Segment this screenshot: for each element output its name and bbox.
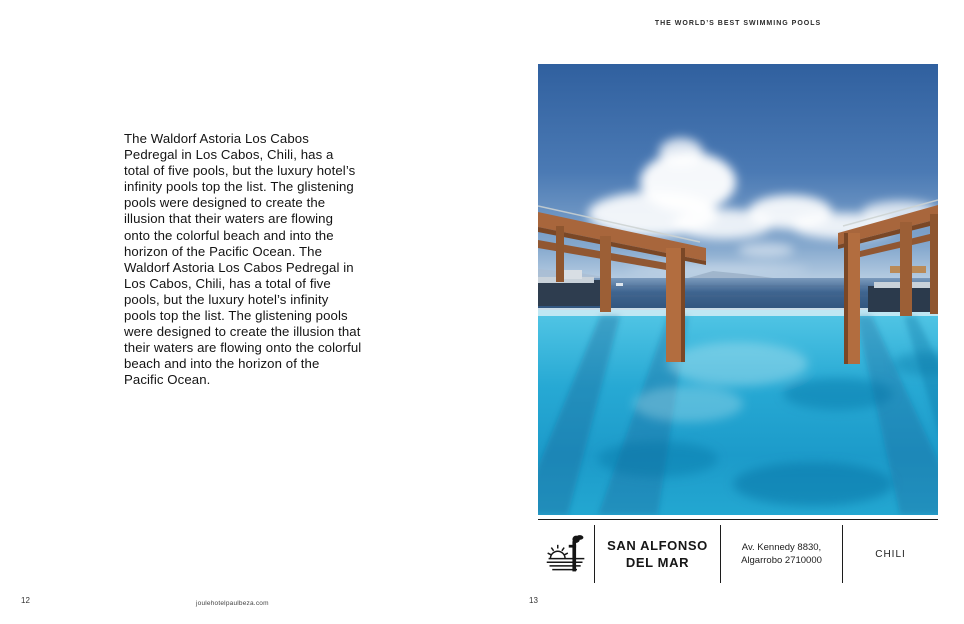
hotel-country: CHILI	[875, 548, 906, 560]
sun-over-sea-logo-icon	[544, 531, 588, 577]
footer-url: joulehotelpaulbeza.com	[196, 600, 269, 607]
hotel-info-card	[538, 519, 938, 583]
pool-photo-illustration	[538, 64, 938, 515]
hotel-address-line1: Av. Kennedy 8830,	[741, 542, 822, 553]
hotel-logo-cell	[538, 525, 594, 583]
running-head: THE WORLD’S BEST SWIMMING POOLS	[654, 20, 822, 27]
page-number-left: 12	[21, 596, 30, 605]
page-number-right: 13	[529, 596, 538, 605]
hotel-address-cell	[720, 525, 842, 583]
hotel-name-cell	[594, 525, 720, 583]
pool-photo	[538, 64, 938, 515]
hotel-address-line2: Algarrobo 2710000	[741, 555, 822, 566]
hotel-name-line2: DEL MAR	[625, 555, 690, 570]
hotel-country-cell	[842, 525, 938, 583]
article-body: The Waldorf Astoria Los Cabos Pedregal in Los Cabos, Chili, has a total of five pools, but the luxury hotel’s infinity pools top the list. The glistening pools were designed to create the illusion that their waters are flowing onto the colorful beach and into the horizon of the Pacific Ocean. The Waldorf Astoria Los Cabos Pedregal in Los Cabos, Chili, has a total of five pools, but the luxury hotel’s infinity pools top the list. The glistening pools were designed to create the illusion that their waters are flowing onto the colorful beach and into the horizon of the Pacific Ocean.	[124, 131, 362, 388]
hotel-name-line1: SAN ALFONSO	[607, 538, 708, 553]
